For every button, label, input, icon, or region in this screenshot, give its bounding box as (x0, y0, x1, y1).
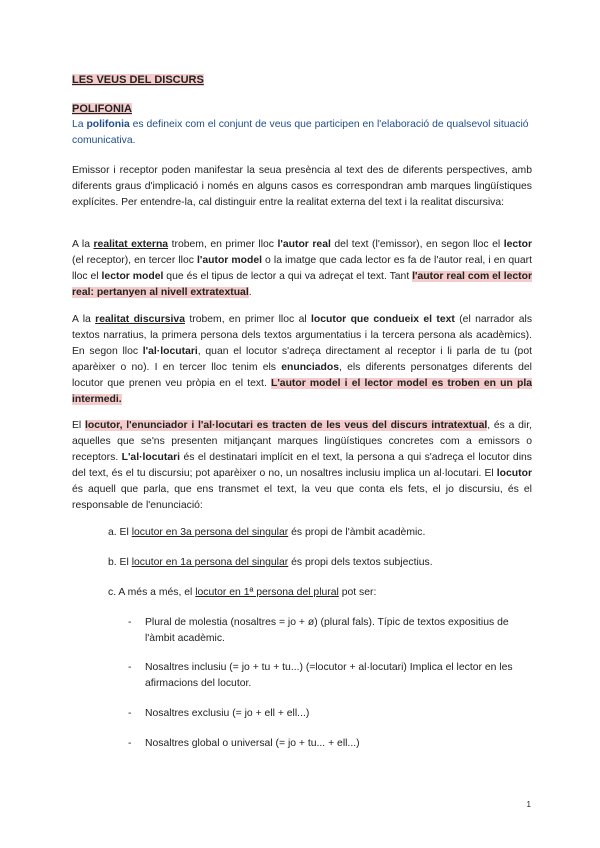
def-term: polifonia (86, 119, 130, 130)
section-heading (72, 101, 532, 117)
p3-h: enunciados (281, 362, 339, 373)
item-a-pre: a. El (108, 527, 132, 538)
def-post: es defineix com el conjunt de veus que participen en l'elaboració de qualsevol situació comunicativa. (72, 119, 529, 146)
p4-c: , és a dir, aquelles que se'ns presenten mitjançant marques lingüístiques concretes com a emissors o receptors. (72, 420, 532, 463)
p3-e: (el narrador als textos narratius, la primera persona dels textos argumentatius i la tercera persona als acadèmics). En segon lloc (72, 314, 533, 357)
paragraph-discursive-reality (72, 312, 532, 408)
p2-i: o la imatge que cada lector es fa de l'autor real, i en quart lloc el (72, 255, 533, 282)
definition-paragraph (72, 117, 532, 149)
bullet-item: Nosaltres inclusiu (= jo + tu + tu...) (=locutor + al·locutari) Implica el lector en les afirmacions del locutor. (145, 662, 513, 689)
p2-a: A la (72, 239, 94, 250)
p2-f: lector (503, 239, 532, 250)
item-c-pre: c. A més a més, el (108, 587, 196, 598)
title-text: LES VEUS DEL DISCURS (72, 74, 204, 86)
item-a-post: és propi de l'àmbit acadèmic. (288, 527, 426, 538)
item-c-post: pot ser: (338, 587, 377, 598)
p2-j: lector model (101, 271, 164, 282)
list-item-a (108, 525, 538, 541)
p3-g: , quan el locutor s'adreça directament al receptor i li parla de tu (pot aparèixer o no). I en tercer lloc tenim els (72, 346, 532, 373)
p4-d: L'al·locutari (121, 452, 181, 463)
bullet-dash: - (128, 662, 132, 673)
item-a-underlined: locutor en 3a persona del singular (131, 527, 289, 538)
p2-g: (el receptor), en tercer lloc (72, 255, 197, 266)
p2-d: l'autor real (277, 239, 331, 250)
document-title (72, 72, 532, 88)
p3-j: L'autor model i el lector model es troben en un pla intermedi. (72, 378, 533, 405)
paragraph-intro: Emissor i receptor poden manifestar la seua presència al text des de diferents perspectives, amb diferents graus d'implicació i només en alguns casos es correspondran amb marques lingüístiques explícites. Per entendre-la, cal distinguir entre la realitat externa del text i la realitat discursiva: (72, 165, 532, 208)
paragraph-external-reality (72, 237, 532, 301)
p4-e: és el destinatari implícit en el text, la persona a qui s'adreça el locutor dins del text, és el tu discursiu; pot aparèixer o no, un nosaltres inclusiu implica un al·locutari. El (72, 452, 532, 479)
item-b-pre: b. El (108, 557, 132, 568)
p4-b: locutor, l'enunciador i l'al·locutari es tracten de les veus del discurs intratextual (84, 420, 488, 431)
bullet-dash: - (128, 738, 132, 749)
p4-g: és aquell que parla, que ens transmet el text, la veu que conta els fets, el jo discursiu, és el responsable de l'enunciació: (72, 484, 532, 511)
p2-b: realitat externa (93, 239, 169, 250)
item-c-underlined: locutor en 1ª persona del plural (195, 587, 339, 598)
p4-f: locutor (496, 468, 532, 479)
bullet-dash: - (128, 617, 132, 628)
p2-c: trobem, en primer lloc (168, 239, 278, 250)
p2-e: del text (l'emissor), en segon lloc el (330, 239, 504, 250)
def-pre: La (72, 119, 87, 130)
p3-i: , els diferents personatges diferents del locutor que prenen veu pròpia en el text. (72, 362, 532, 389)
bullet-item: Nosaltres exclusiu (= jo + ell + ell...) (145, 708, 310, 719)
paragraph-intratextual (72, 418, 532, 514)
bullet-item: Nosaltres global o universal (= jo + tu... + ell...) (145, 738, 360, 749)
p3-f: l'al·locutari (142, 346, 198, 357)
list-item-b (108, 555, 538, 571)
p2-h: l'autor model (197, 255, 262, 266)
item-b-underlined: locutor en 1a persona del singular (131, 557, 289, 568)
p2-k: que és el tipus de lector a qui va adreçat el text. Tant (163, 271, 413, 282)
bullet-item: Plural de molestia (nosaltres = jo + ø) (plural fals). Típic de textos expositius de l'àmbit acadèmic. (145, 617, 509, 644)
p3-d: locutor que condueix el text (311, 314, 455, 325)
p3-a: A la (72, 314, 96, 325)
page-number: 1 (526, 800, 531, 809)
section-text: POLIFONIA (72, 103, 132, 115)
bullet-dash: - (128, 708, 132, 719)
p3-b: realitat discursiva (95, 314, 185, 325)
item-b-post: és propi dels textos subjectius. (288, 557, 433, 568)
p3-c: trobem, en primer lloc al (185, 314, 312, 325)
list-item-c (108, 585, 538, 601)
p2-m: . (248, 287, 252, 298)
p2-l: l'autor real com el lector real: pertanyen al nivell extratextual (72, 271, 533, 298)
p4-a: El (72, 420, 85, 431)
